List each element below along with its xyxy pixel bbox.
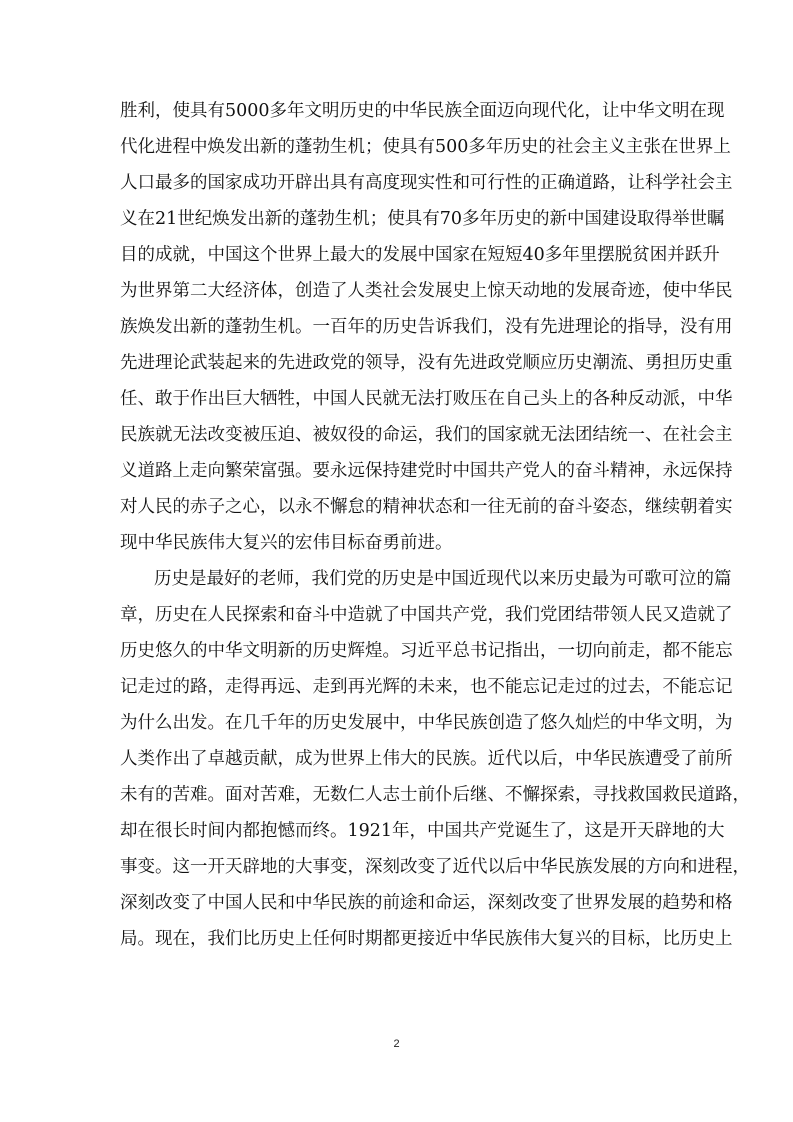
text-line: 人口最多的国家成功开辟出具有高度现实性和可行性的正确道路，让科学社会主	[120, 173, 733, 193]
text-line: 历史是最好的老师，我们党的历史是中国近现代以来历史最为可歌可泣的篇	[154, 569, 732, 589]
text-line: 族焕发出新的蓬勃生机。一百年的历史告诉我们，没有先进理论的指导，没有用	[120, 317, 733, 337]
text-line: 现中华民族伟大复兴的宏伟目标奋勇前进。	[120, 533, 453, 553]
body-text	[120, 93, 750, 957]
text-line: 代化进程中焕发出新的蓬勃生机；使具有500多年历史的社会主义主张在世界上	[120, 137, 731, 157]
text-line: 胜利，使具有5000多年文明历史的中华民族全面迈向现代化，让中华文明在现	[120, 101, 725, 121]
paragraph-1	[120, 93, 733, 561]
text-line: 民族就无法改变被压迫、被奴役的命运，我们的国家就无法团结统一、在社会主	[120, 425, 733, 445]
text-line: 事变。这一开天辟地的大事变，深刻改变了近代以后中华民族发展的方向和进程，	[120, 857, 750, 877]
text-line: 任、敢于作出巨大牺牲，中国人民就无法打败压在自己头上的各种反动派，中华	[120, 389, 733, 409]
text-line: 对人民的赤子之心，以永不懈怠的精神状态和一往无前的奋斗姿态，继续朝着实	[120, 497, 733, 517]
text-line: 为世界第二大经济体，创造了人类社会发展史上惊天动地的发展奇迹，使中华民	[120, 281, 733, 301]
text-line: 深刻改变了中国人民和中华民族的前途和命运，深刻改变了世界发展的趋势和格	[120, 893, 733, 913]
text-line: 却在很长时间内都抱憾而终。1921年，中国共产党诞生了，这是开天辟地的大	[120, 821, 725, 841]
text-line: 局。现在，我们比历史上任何时期都更接近中华民族伟大复兴的目标，比历史上	[120, 929, 733, 949]
text-line: 未有的苦难。面对苦难，无数仁人志士前仆后继、不懈探索，寻找救国救民道路，	[120, 785, 750, 805]
text-line: 先进理论武装起来的先进政党的领导，没有先进政党顺应历史潮流、勇担历史重	[120, 353, 733, 373]
paragraph-2	[120, 561, 750, 957]
text-line: 记走过的路，走得再远、走到再光辉的未来，也不能忘记走过的过去，不能忘记	[120, 677, 733, 697]
text-line: 目的成就，中国这个世界上最大的发展中国家在短短40多年里摆脱贫困并跃升	[120, 245, 720, 265]
text-line: 章，历史在人民探索和奋斗中造就了中国共产党，我们党团结带领人民又造就了	[120, 605, 733, 625]
text-line: 为什么出发。在几千年的历史发展中，中华民族创造了悠久灿烂的中华文明，为	[120, 713, 733, 733]
text-line: 人类作出了卓越贡献，成为世界上伟大的民族。近代以后，中华民族遭受了前所	[120, 749, 733, 769]
text-line: 义道路上走向繁荣富强。要永远保持建党时中国共产党人的奋斗精神，永远保持	[120, 461, 733, 481]
page-number: 2	[393, 1038, 400, 1050]
text-line: 义在21世纪焕发出新的蓬勃生机；使具有70多年历史的新中国建设取得举世瞩	[120, 209, 725, 229]
text-line: 历史悠久的中华文明新的历史辉煌。习近平总书记指出，一切向前走，都不能忘	[120, 641, 733, 661]
